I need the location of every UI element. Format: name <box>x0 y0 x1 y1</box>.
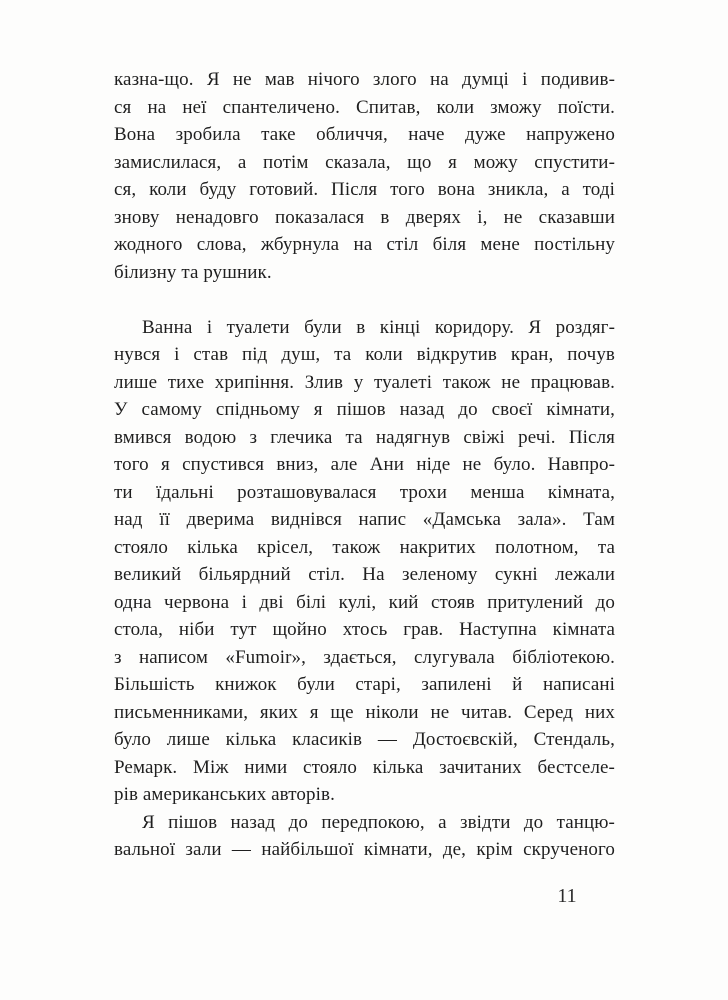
text-line: з написом «Fumoir», здається, слугувала бібліотекою. <box>114 646 615 668</box>
text-line: над її дверима виднівся напис «Дамська зала». Там <box>114 509 615 530</box>
paragraph-hallway <box>114 809 615 864</box>
text-line: стояло кілька крісел, також накритих полотном, та <box>114 536 615 558</box>
text-line: великий більярдний стіл. На зеленому сукні лежали <box>114 564 615 585</box>
text-line: стола, ніби тут щойно хтось грав. Наступна кімната <box>114 619 615 640</box>
text-line: ся, коли буду готовий. Після того вона зникла, а тоді <box>114 179 615 200</box>
text-line: ся на неї спантеличено. Спитав, коли зможу поїсти. <box>114 96 615 118</box>
text-line: замислилася, а потім сказала, що я можу спустити- <box>114 151 615 173</box>
text-line: Ремарк. Між ними стояло кілька зачитаних бестселе- <box>114 756 615 778</box>
scene-break <box>114 286 615 314</box>
paragraph-continuation <box>114 66 615 286</box>
paragraph-bathroom <box>114 314 615 809</box>
text-line: письменниками, яких я ще ніколи не читав. Серед них <box>114 701 615 723</box>
text-block <box>114 66 615 864</box>
text-line: ти їдальні розташовувалася трохи менша кімната, <box>114 481 615 503</box>
page-number: 11 <box>557 885 577 907</box>
text-line: було лише кілька класиків — Достоєвскій, Стендаль, <box>114 729 615 750</box>
text-line: Вона зробила таке обличчя, наче дуже напружено <box>114 124 615 145</box>
text-line: Ванна і туалети були в кінці коридору. Я роздяг- <box>142 316 615 338</box>
text-line: казна-що. Я не мав нічого злого на думці і подивив- <box>114 69 615 90</box>
text-line: Більшість книжок були старі, запилені й написані <box>114 674 615 695</box>
text-line: Я пішов назад до передпокою, а звідти до танцю- <box>142 811 615 833</box>
text-line: знову ненадовго показалася в дверях і, не сказавши <box>114 206 615 228</box>
text-line: рів американських авторів. <box>114 784 335 805</box>
text-line: одна червона і дві білі кулі, кий стояв притулений до <box>114 591 615 613</box>
text-line: вальної зали — найбільшої кімнати, де, крім скрученого <box>114 839 615 860</box>
text-line: нувся і став під душ, та коли відкрутив кран, почув <box>114 344 615 365</box>
text-line: вмився водою з глечика та надягнув свіжі речі. Після <box>114 426 615 448</box>
text-line: жодного слова, жбурнула на стіл біля мене постільну <box>114 234 615 255</box>
text-line: лише тихе хрипіння. Злив у туалеті також не працював. <box>114 371 615 393</box>
text-line: білизну та рушник. <box>114 261 272 283</box>
text-line: У самому спідньому я пішов назад до своєї кімнати, <box>114 399 615 420</box>
text-line: того я спустився вниз, але Ани ніде не було. Навпро- <box>114 454 615 475</box>
